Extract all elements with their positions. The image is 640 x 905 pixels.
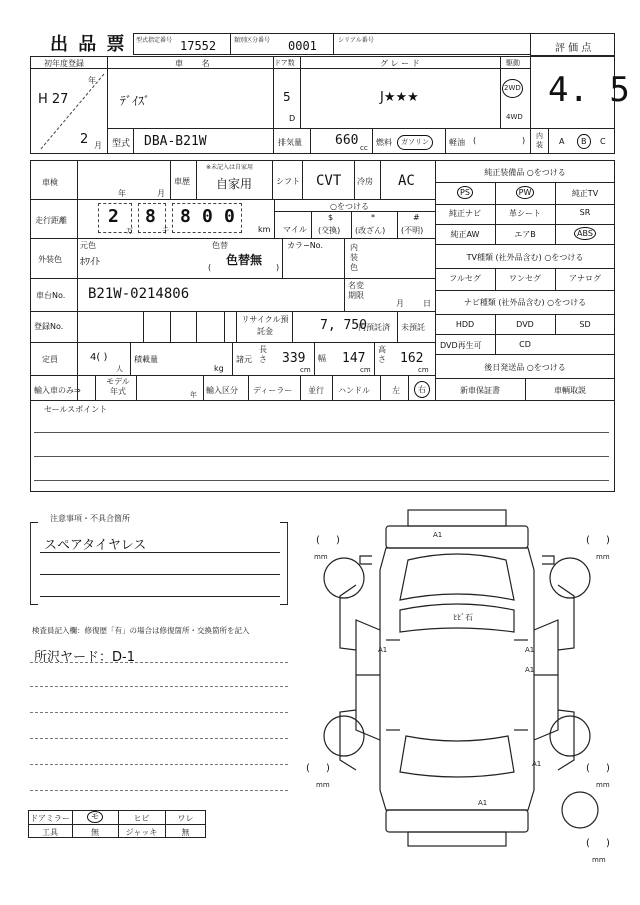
tire-rl [324, 716, 364, 756]
mt-r2c4: 無 [181, 828, 190, 837]
top-v2 [273, 56, 274, 154]
orig-color: ﾎﾜｲﾄ [80, 257, 100, 268]
opt-abs: ABS [574, 227, 596, 240]
opt-v2 [555, 182, 556, 244]
tread-fl-open: ( [316, 535, 320, 546]
int-color-label: 内装色 [350, 243, 358, 272]
opt-header: 純正装備品 ○をつける [484, 168, 566, 177]
cap-label: 定員 [42, 355, 58, 364]
opt-hl1 [435, 204, 615, 205]
disp-div [310, 128, 311, 154]
odo-d3: 8 [180, 206, 191, 227]
mark-roof-front: A1 [433, 531, 443, 539]
recycle: 7, 750 [320, 318, 367, 333]
caution-l1 [40, 552, 280, 553]
tire-fr [550, 558, 590, 598]
hash: # [413, 213, 420, 222]
repaint-label: 色替 [212, 241, 228, 250]
month-mark: 月 [94, 141, 102, 150]
r2hl [274, 211, 435, 212]
parallel: 並行 [308, 386, 324, 395]
opt-hl0 [435, 182, 615, 183]
odo-man: 万 [126, 227, 133, 235]
opt-v6 [555, 314, 556, 334]
color-no-label: カラ−No. [287, 241, 323, 250]
navi-dvd: DVD [516, 320, 534, 329]
later-warranty: 新車保証書 [460, 386, 500, 395]
mark-rear-quarter: A1 [532, 760, 542, 768]
history-note: ※未記入は自家用 [206, 164, 254, 171]
ac: AC [398, 173, 415, 189]
tire-rr [550, 716, 590, 756]
fuel-label: 燃料 [376, 138, 392, 147]
right: 右 [414, 381, 430, 398]
r6v4 [374, 342, 375, 375]
opt-r1a [435, 186, 495, 199]
opt-hl3 [435, 244, 615, 245]
disp-unit: cc [360, 144, 368, 152]
r5d [224, 311, 225, 342]
odo-label: 走行距離 [35, 216, 67, 225]
tread-sp-mm: mm [592, 856, 606, 864]
drive-4wd: 4WD [506, 113, 523, 121]
class-num: 0001 [288, 39, 317, 53]
dollar-sub: (交換) [318, 226, 341, 235]
tv-one: ワンセグ [509, 274, 541, 283]
opt-v1 [495, 182, 496, 244]
r6v3 [314, 342, 315, 375]
car-name-label: 車 名 [175, 59, 218, 68]
inspector: 所沢ヤード：D-1 [34, 650, 135, 665]
opt-v3 [495, 268, 496, 290]
reg-label: 登録No. [34, 322, 64, 331]
odo-d2: 8 [145, 206, 156, 227]
car-name: ﾃﾞｲｽﾞ [120, 94, 151, 108]
opt-v4 [555, 268, 556, 290]
recycle-unit: 円預託済 [358, 323, 390, 332]
orig-color-label: 元色 [80, 241, 96, 250]
caution-bot-l [30, 604, 38, 605]
caution-label: 注意事項・不具合箇所 [50, 514, 130, 523]
opt-hl8 [435, 354, 615, 355]
load-label: 積載量 [134, 355, 158, 364]
r6v1 [130, 342, 131, 375]
fuel: ガソリン [397, 135, 433, 150]
mt-r2c1: 工具 [42, 828, 58, 837]
mile-label: マイル [283, 225, 307, 234]
r1v2 [196, 160, 197, 199]
r7v5 [300, 375, 301, 400]
r5a [143, 311, 144, 342]
ins-l3 [30, 712, 288, 713]
r6v2 [232, 342, 233, 375]
cap: 4( ) [90, 352, 108, 363]
mark-rear-bumper: A1 [478, 799, 488, 807]
opt-r3c [555, 227, 615, 240]
r2v4 [397, 211, 398, 238]
len: 339 [282, 351, 306, 366]
sales-l2 [34, 456, 609, 457]
odo-sen: 千 [162, 227, 169, 235]
rl3 [30, 278, 435, 279]
inspect-label: 車検 [42, 178, 58, 187]
ins-l4 [30, 738, 288, 739]
opt-aw: 純正AW [450, 230, 480, 239]
top-v4 [500, 56, 501, 128]
odo-d4: 0 [202, 206, 213, 227]
sales-l1 [34, 432, 609, 433]
star: * [371, 213, 375, 222]
handle-label: ハンドル [338, 386, 370, 395]
check-note: ○をつける [330, 202, 369, 211]
tread-rr-open: ( [586, 763, 590, 774]
inspect-year: 年 [118, 189, 126, 198]
model-div [133, 128, 134, 154]
model: DBA-B21W [144, 134, 207, 149]
doors-label: ドア数 [274, 59, 295, 67]
navi-sd: SD [579, 320, 591, 329]
type-num: 17552 [180, 39, 217, 53]
load-unit: kg [214, 364, 224, 373]
tread-fl-close: ) [336, 535, 340, 546]
era-year: H 27 [38, 92, 69, 107]
tire-fl [324, 558, 364, 598]
tread-rl-open: ( [306, 763, 310, 774]
paren-close: ) [522, 136, 526, 145]
tread-fr-mm: mm [596, 553, 610, 561]
caution-l3 [40, 596, 280, 597]
history-label: 車歴 [174, 177, 190, 186]
rating-label: 評 価 点 [555, 43, 592, 54]
chassis-label: 車台No. [36, 291, 66, 300]
drive-label: 駆動 [506, 59, 520, 67]
tread-rl-mm: mm [316, 781, 330, 789]
later-header: 後日発送品 ○をつける [484, 363, 566, 372]
opt-airbag: エアB [514, 230, 536, 239]
paren-open: ( [473, 136, 477, 145]
mt-r2c3: ジャッキ [125, 828, 158, 837]
rl6 [30, 375, 435, 376]
r5e [236, 311, 237, 342]
tv-header: TV種類 (社外品含む) ○をつける [466, 253, 584, 262]
opt-leather: 革シート [509, 209, 541, 218]
mt-mirror-mark: モ [87, 811, 103, 823]
opt-hl6 [435, 314, 615, 315]
class-num-label: 類別区分番号 [234, 37, 271, 44]
mark-left-door: A1 [378, 646, 388, 654]
int-b: B [577, 134, 591, 149]
tread-sp-open: ( [586, 838, 590, 849]
r1v1 [170, 160, 171, 199]
opt-hl2 [435, 224, 615, 225]
ins-l6 [30, 790, 288, 791]
car-outline [340, 510, 574, 846]
tv-full: フルセグ [449, 274, 481, 283]
door-type: D [289, 114, 296, 123]
color-label: 外装色 [38, 255, 62, 264]
odo-d1: 2 [108, 206, 119, 227]
r7v3 [203, 375, 204, 400]
spare-tire [562, 792, 598, 828]
caution-l2 [40, 574, 280, 575]
opt-v7 [525, 378, 526, 400]
r7v2 [136, 375, 137, 400]
hdr-div1 [230, 33, 231, 55]
mt-hl [28, 824, 206, 825]
opt-sr: SR [579, 208, 591, 217]
r3v2 [344, 238, 345, 278]
rl4 [30, 311, 435, 312]
import-year-unit: 年 [190, 391, 197, 399]
ins-l1 [30, 662, 288, 663]
drive-2wd: 2WD [502, 79, 523, 98]
r1v3 [272, 160, 273, 199]
ins-l2 [30, 686, 288, 687]
import-class-label: 輸入区分 [206, 386, 238, 395]
r7v4 [248, 375, 249, 400]
hei-cm: cm [418, 366, 429, 374]
caution-bot-r [280, 604, 288, 605]
rating-value: 4. 5 [548, 70, 630, 110]
diesel-div [445, 128, 446, 154]
later-manual: 車輌取説 [554, 386, 586, 395]
star-sub: (改ざん) [355, 226, 386, 235]
hash-sub: (不明) [401, 226, 424, 235]
sheet-title: 出 品 票 [50, 34, 127, 55]
fuel-div [372, 128, 373, 154]
type-num-label: 型式指定番号 [136, 37, 173, 44]
inspector-label: 検査員記入欄：修復歴「有」の場合は修復箇所・交換箇所を記入 [32, 626, 250, 635]
mt-r2c2: 無 [91, 828, 99, 837]
hdr-div2 [333, 33, 334, 55]
tread-sp-close: ) [606, 838, 610, 849]
reg-month: 2 [80, 132, 89, 147]
disp-label: 排気量 [278, 138, 302, 147]
r5c [196, 311, 197, 342]
history: 自家用 [216, 177, 253, 191]
tread-rr-close: ) [606, 763, 610, 774]
interior-label: 内装 [536, 132, 543, 149]
year-mark: 年 [88, 76, 96, 85]
sales-label: セールスポイント [44, 405, 108, 414]
rl1 [30, 199, 435, 200]
r5g [397, 311, 398, 342]
opt-ps: PS [457, 186, 473, 199]
r5b [170, 311, 171, 342]
opt-hl4 [435, 268, 615, 269]
tread-fl-mm: mm [314, 553, 328, 561]
mt-r1c4: ワレ [177, 814, 194, 823]
top-hl2 [107, 128, 530, 129]
opt-pw: PW [516, 186, 535, 199]
tread-rr-mm: mm [596, 781, 610, 789]
dim-label: 諸元 [236, 355, 252, 364]
mark-windshield: ﾋﾋﾞ石 [453, 613, 473, 622]
name-change-label: 名変期限 [348, 281, 364, 300]
r3v1 [282, 238, 283, 278]
r7v6 [332, 375, 333, 400]
odo-d5: 0 [224, 206, 235, 227]
tread-fr-close: ) [606, 535, 610, 546]
mark-right-door2: A1 [525, 666, 535, 674]
grade-label: グ レ ー ド [380, 59, 420, 68]
r7v8 [408, 375, 409, 400]
inspect-month: 月 [157, 189, 165, 198]
r1v6 [380, 160, 381, 199]
label-col-div [77, 160, 78, 400]
model-year-label: モデル年式 [106, 377, 130, 396]
int-hl [530, 128, 615, 129]
shift-label: シフト [276, 177, 300, 186]
opt-r1b [495, 186, 555, 199]
tv-analog: アナログ [569, 274, 601, 283]
top-v3 [300, 56, 301, 128]
rp-open: ( [208, 263, 212, 272]
r4v1 [344, 278, 345, 311]
repaint: 色替無 [226, 253, 263, 267]
diesel: 軽油 [449, 138, 465, 147]
chassis: B21W-0214806 [88, 286, 190, 302]
recycle-no: 未預託 [401, 323, 425, 332]
wid-cm: cm [360, 366, 371, 374]
tread-fr-open: ( [586, 535, 590, 546]
mt-r1c1: ドアミラー [30, 814, 70, 823]
nc-day: 日 [423, 299, 431, 308]
hei: 162 [400, 351, 424, 366]
sales-l3 [34, 480, 609, 481]
model-label: 型式 [112, 139, 131, 149]
ac-label: 冷房 [357, 177, 373, 186]
opt-cd: CD [519, 340, 531, 349]
len-label: 長さ [259, 345, 267, 364]
hei-label: 高さ [378, 345, 386, 364]
r1v5 [354, 160, 355, 199]
mark-right-door1: A1 [525, 646, 535, 654]
nc-month: 月 [396, 299, 404, 308]
opt-tv: 純正TV [571, 189, 599, 198]
rp-close: ) [276, 263, 280, 272]
r1v4 [302, 160, 303, 199]
first-reg-label: 初年度登録 [44, 59, 84, 68]
caution: スペアタイヤレス [44, 538, 147, 553]
dealer: ディーラー [253, 386, 293, 395]
int-a: A [559, 137, 565, 146]
r5f [292, 311, 293, 342]
disp: 660 [335, 133, 359, 148]
wid-label: 幅 [318, 354, 326, 363]
r2v2 [311, 211, 312, 238]
caution-top-r [280, 522, 288, 523]
left: 左 [392, 386, 400, 395]
opt-navi: 純正ナビ [449, 209, 481, 218]
odo-km: km [258, 225, 271, 234]
int-div [548, 128, 549, 154]
shift: CVT [316, 173, 342, 189]
r2v3 [351, 211, 352, 238]
navi-hdd: HDD [455, 320, 475, 329]
top-hl1 [30, 68, 530, 69]
import-label: 輸入車のみ⇒ [34, 386, 81, 395]
r7v1 [95, 375, 96, 400]
dollar: $ [328, 213, 334, 222]
tread-rl-close: ) [326, 763, 330, 774]
ins-l5 [30, 764, 288, 765]
serial-label: シリアル番号 [338, 37, 374, 44]
mt-r1c3: ヒビ [133, 814, 150, 823]
r7v7 [380, 375, 381, 400]
car-diagram [300, 500, 620, 870]
top-v1 [107, 56, 108, 154]
int-c: C [600, 137, 606, 146]
recycle-label: リサイクル預託金 [241, 315, 289, 336]
len-cm: cm [300, 366, 311, 374]
rl7 [30, 400, 615, 401]
dvd-label: DVD再生可 [440, 341, 482, 350]
rl2 [30, 238, 435, 239]
grade: J★★★ [380, 90, 419, 105]
doors: 5 [283, 90, 291, 104]
opt-hl5 [435, 290, 615, 291]
r2v1 [274, 199, 275, 238]
cap-unit: 人 [116, 365, 123, 373]
wid: 147 [342, 351, 366, 366]
mt-r1c2 [72, 811, 118, 823]
navi-header: ナビ種類 (社外品含む) ○をつける [463, 298, 587, 307]
opt-hl7 [435, 334, 615, 335]
caution-top-l [30, 522, 38, 523]
